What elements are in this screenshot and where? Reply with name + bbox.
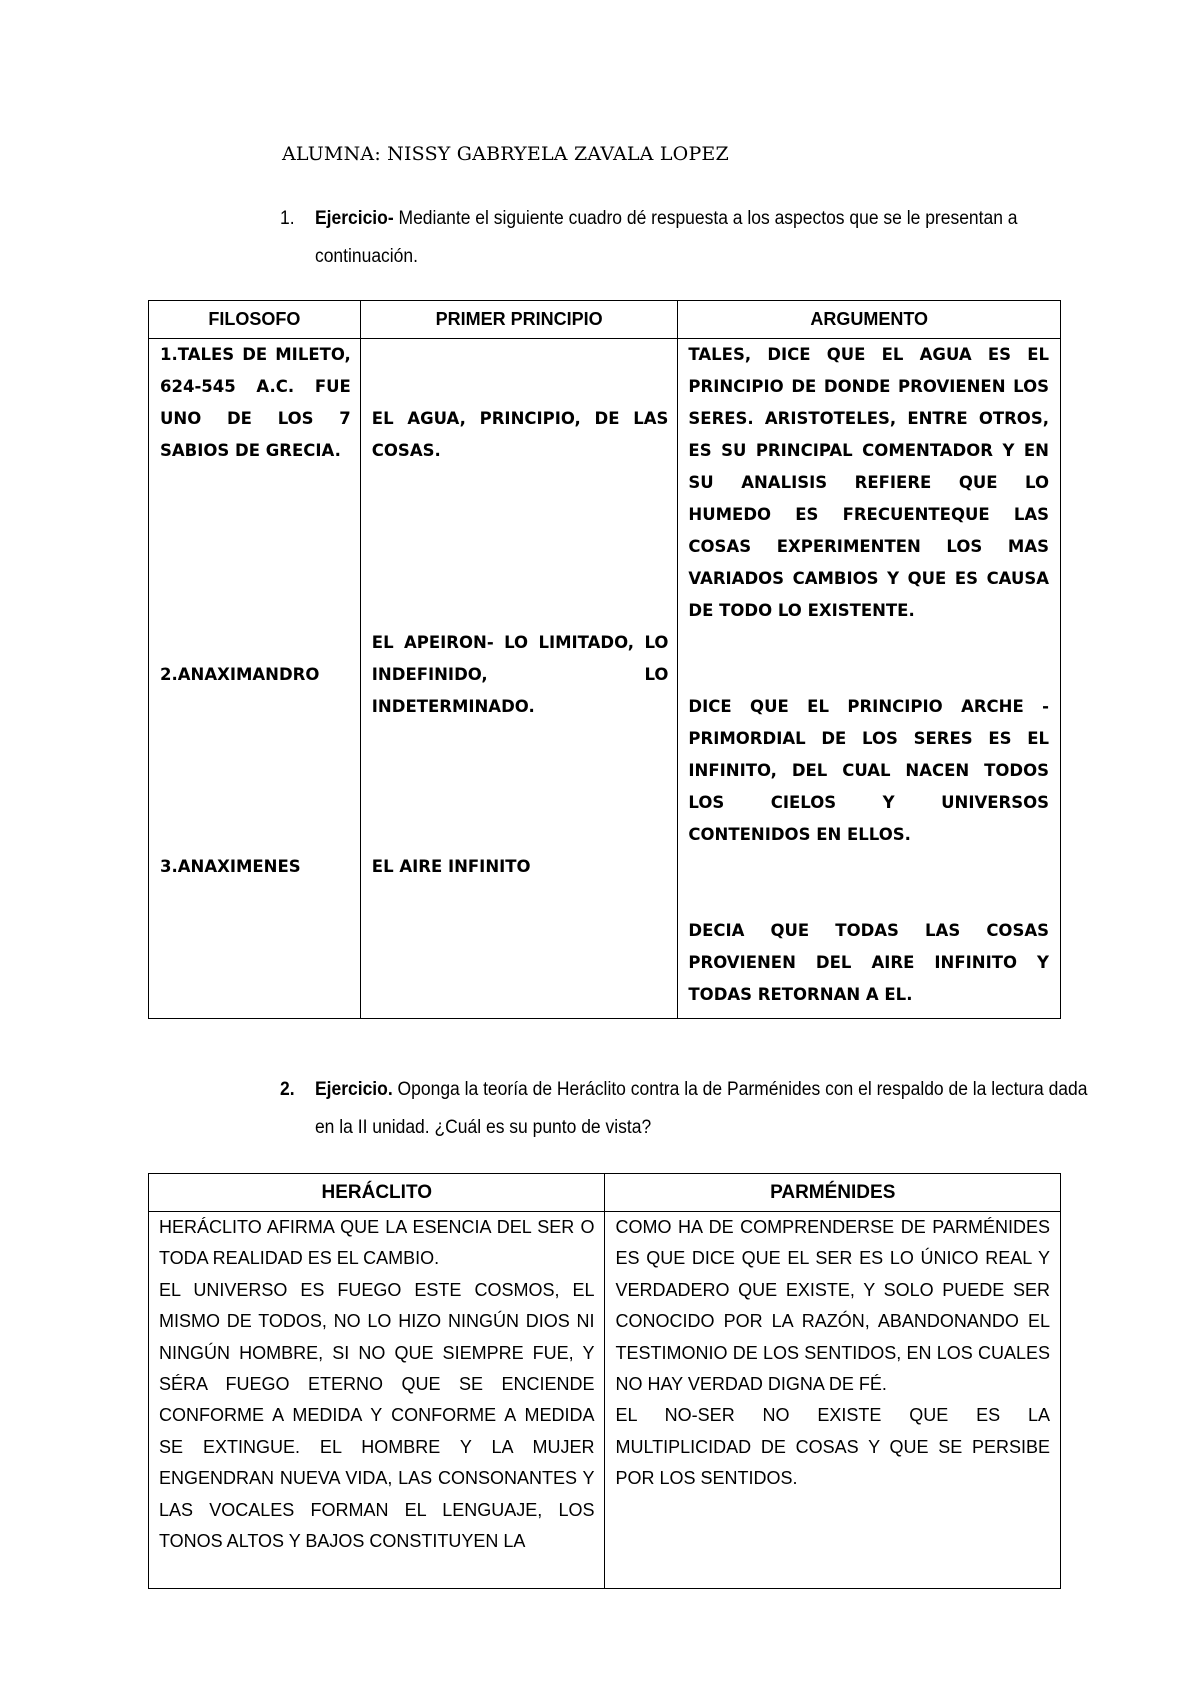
philosopher-tales: 1.TALES DE MILETO, 624-545 A.C. FUE UNO DE LOS 7 SABIOS DE GRECIA. [160, 345, 351, 460]
header-argumento: ARGUMENTO [678, 301, 1061, 339]
header-heraclito: HERÁCLITO [149, 1174, 605, 1212]
exercise-2-number: 2. [280, 1079, 295, 1100]
philosopher-column [149, 339, 361, 1019]
heraclito-parmenides-table [148, 1173, 1061, 1589]
exercise-2-instruction [280, 1071, 1088, 1147]
header-filosofo: FILOSOFO [149, 301, 361, 339]
exercise-1-label: Ejercicio- [314, 208, 394, 229]
parmenides-paragraph-2: EL NO-SER NO EXISTE QUE ES LA MULTIPLICIDAD DE COSAS Y QUE SE PERSIBE POR LOS SENTIDOS. [615, 1405, 1050, 1489]
header-primer-principio: PRIMER PRINCIPIO [360, 301, 678, 339]
heraclito-column [149, 1212, 605, 1589]
header-parmenides: PARMÉNIDES [605, 1174, 1061, 1212]
philosophers-table [148, 300, 1061, 1019]
principle-anaximandro: EL APEIRON- LO LIMITADO, LO INDEFINIDO, LO INDETERMINADO. [371, 633, 669, 716]
table-header-row [149, 301, 1061, 339]
principle-anaximenes: EL AIRE INFINITO [371, 857, 531, 876]
table-header-row [149, 1174, 1061, 1212]
heraclito-paragraph-1: HERÁCLITO AFIRMA QUE LA ESENCIA DEL SER O TODA REALIDAD ES EL CAMBIO. [159, 1217, 595, 1269]
exercise-1-text: Mediante el siguiente cuadro dé respuesta a los aspectos que se le presentan a continuación. [314, 208, 1018, 267]
exercise-2-label: Ejercicio. [314, 1079, 393, 1100]
principle-tales: EL AGUA, PRINCIPIO, DE LAS COSAS. [371, 409, 669, 460]
student-name: ALUMNA: NISSY GABRYELA ZAVALA LOPEZ [282, 143, 729, 165]
exercise-1-number: 1. [280, 208, 295, 229]
table-body-row [149, 339, 1061, 1019]
principle-column [360, 339, 678, 1019]
argument-anaximandro: DICE QUE EL PRINCIPIO ARCHE - PRIMORDIAL DE LOS SERES ES EL INFINITO, DEL CUAL NACEN TODOS LOS CIELOS Y UNIVERSOS CONTENIDOS EN ELLOS. [688, 697, 1049, 844]
exercise-2-text: Oponga la teoría de Heráclito contra la de Parménides con el respaldo de la lectura dada en la II unidad. ¿Cuál es su punto de vista? [314, 1079, 1088, 1138]
exercise-1-instruction [280, 200, 1018, 276]
argument-column [678, 339, 1061, 1019]
table-body-row [149, 1212, 1061, 1589]
parmenides-paragraph-1: COMO HA DE COMPRENDERSE DE PARMÉNIDES ES QUE DICE QUE EL SER ES LO ÚNICO REAL Y VERDADERO QUE EXISTE, Y SOLO PUEDE SER CONOCIDO POR LA RAZÓN, ABANDONANDO EL TESTIMONIO DE LOS SENTIDOS, EN LOS CUALES NO HAY VERDAD DIGNA DE FÉ. [615, 1217, 1050, 1395]
argument-tales: TALES, DICE QUE EL AGUA ES EL PRINCIPIO DE DONDE PROVIENEN LOS SERES. ARISTOTELES, ENTRE OTROS, ES SU PRINCIPAL COMENTADOR Y EN SU ANALISIS REFIERE QUE LO HUMEDO ES FRECUENTEQUE LAS COSAS EXPERIMENTEN LOS MAS VARIADOS CAMBIOS Y QUE ES CAUSA DE TODO LO EXISTENTE. [688, 345, 1049, 620]
parmenides-column [605, 1212, 1061, 1589]
philosopher-anaximandro: 2.ANAXIMANDRO [160, 665, 320, 684]
philosopher-anaximenes: 3.ANAXIMENES [160, 857, 301, 876]
heraclito-paragraph-2: EL UNIVERSO ES FUEGO ESTE COSMOS, EL MISMO DE TODOS, NO LO HIZO NINGÚN DIOS NI NINGÚN HOMBRE, SI NO QUE SIEMPRE FUE, Y SÉRA FUEGO ETERNO QUE SE ENCIENDE CONFORME A MEDIDA Y CONFORME A MEDIDA SE EXTINGUE. EL HOMBRE Y LA MUJER ENGENDRAN NUEVA VIDA, LAS CONSONANTES Y LAS VOCALES FORMAN EL LENGUAJE, LOS TONOS ALTOS Y BAJOS CONSTITUYEN LA [159, 1279, 595, 1552]
argument-anaximenes: DECIA QUE TODAS LAS COSAS PROVIENEN DEL AIRE INFINITO Y TODAS RETORNAN A EL. [688, 921, 1049, 1004]
